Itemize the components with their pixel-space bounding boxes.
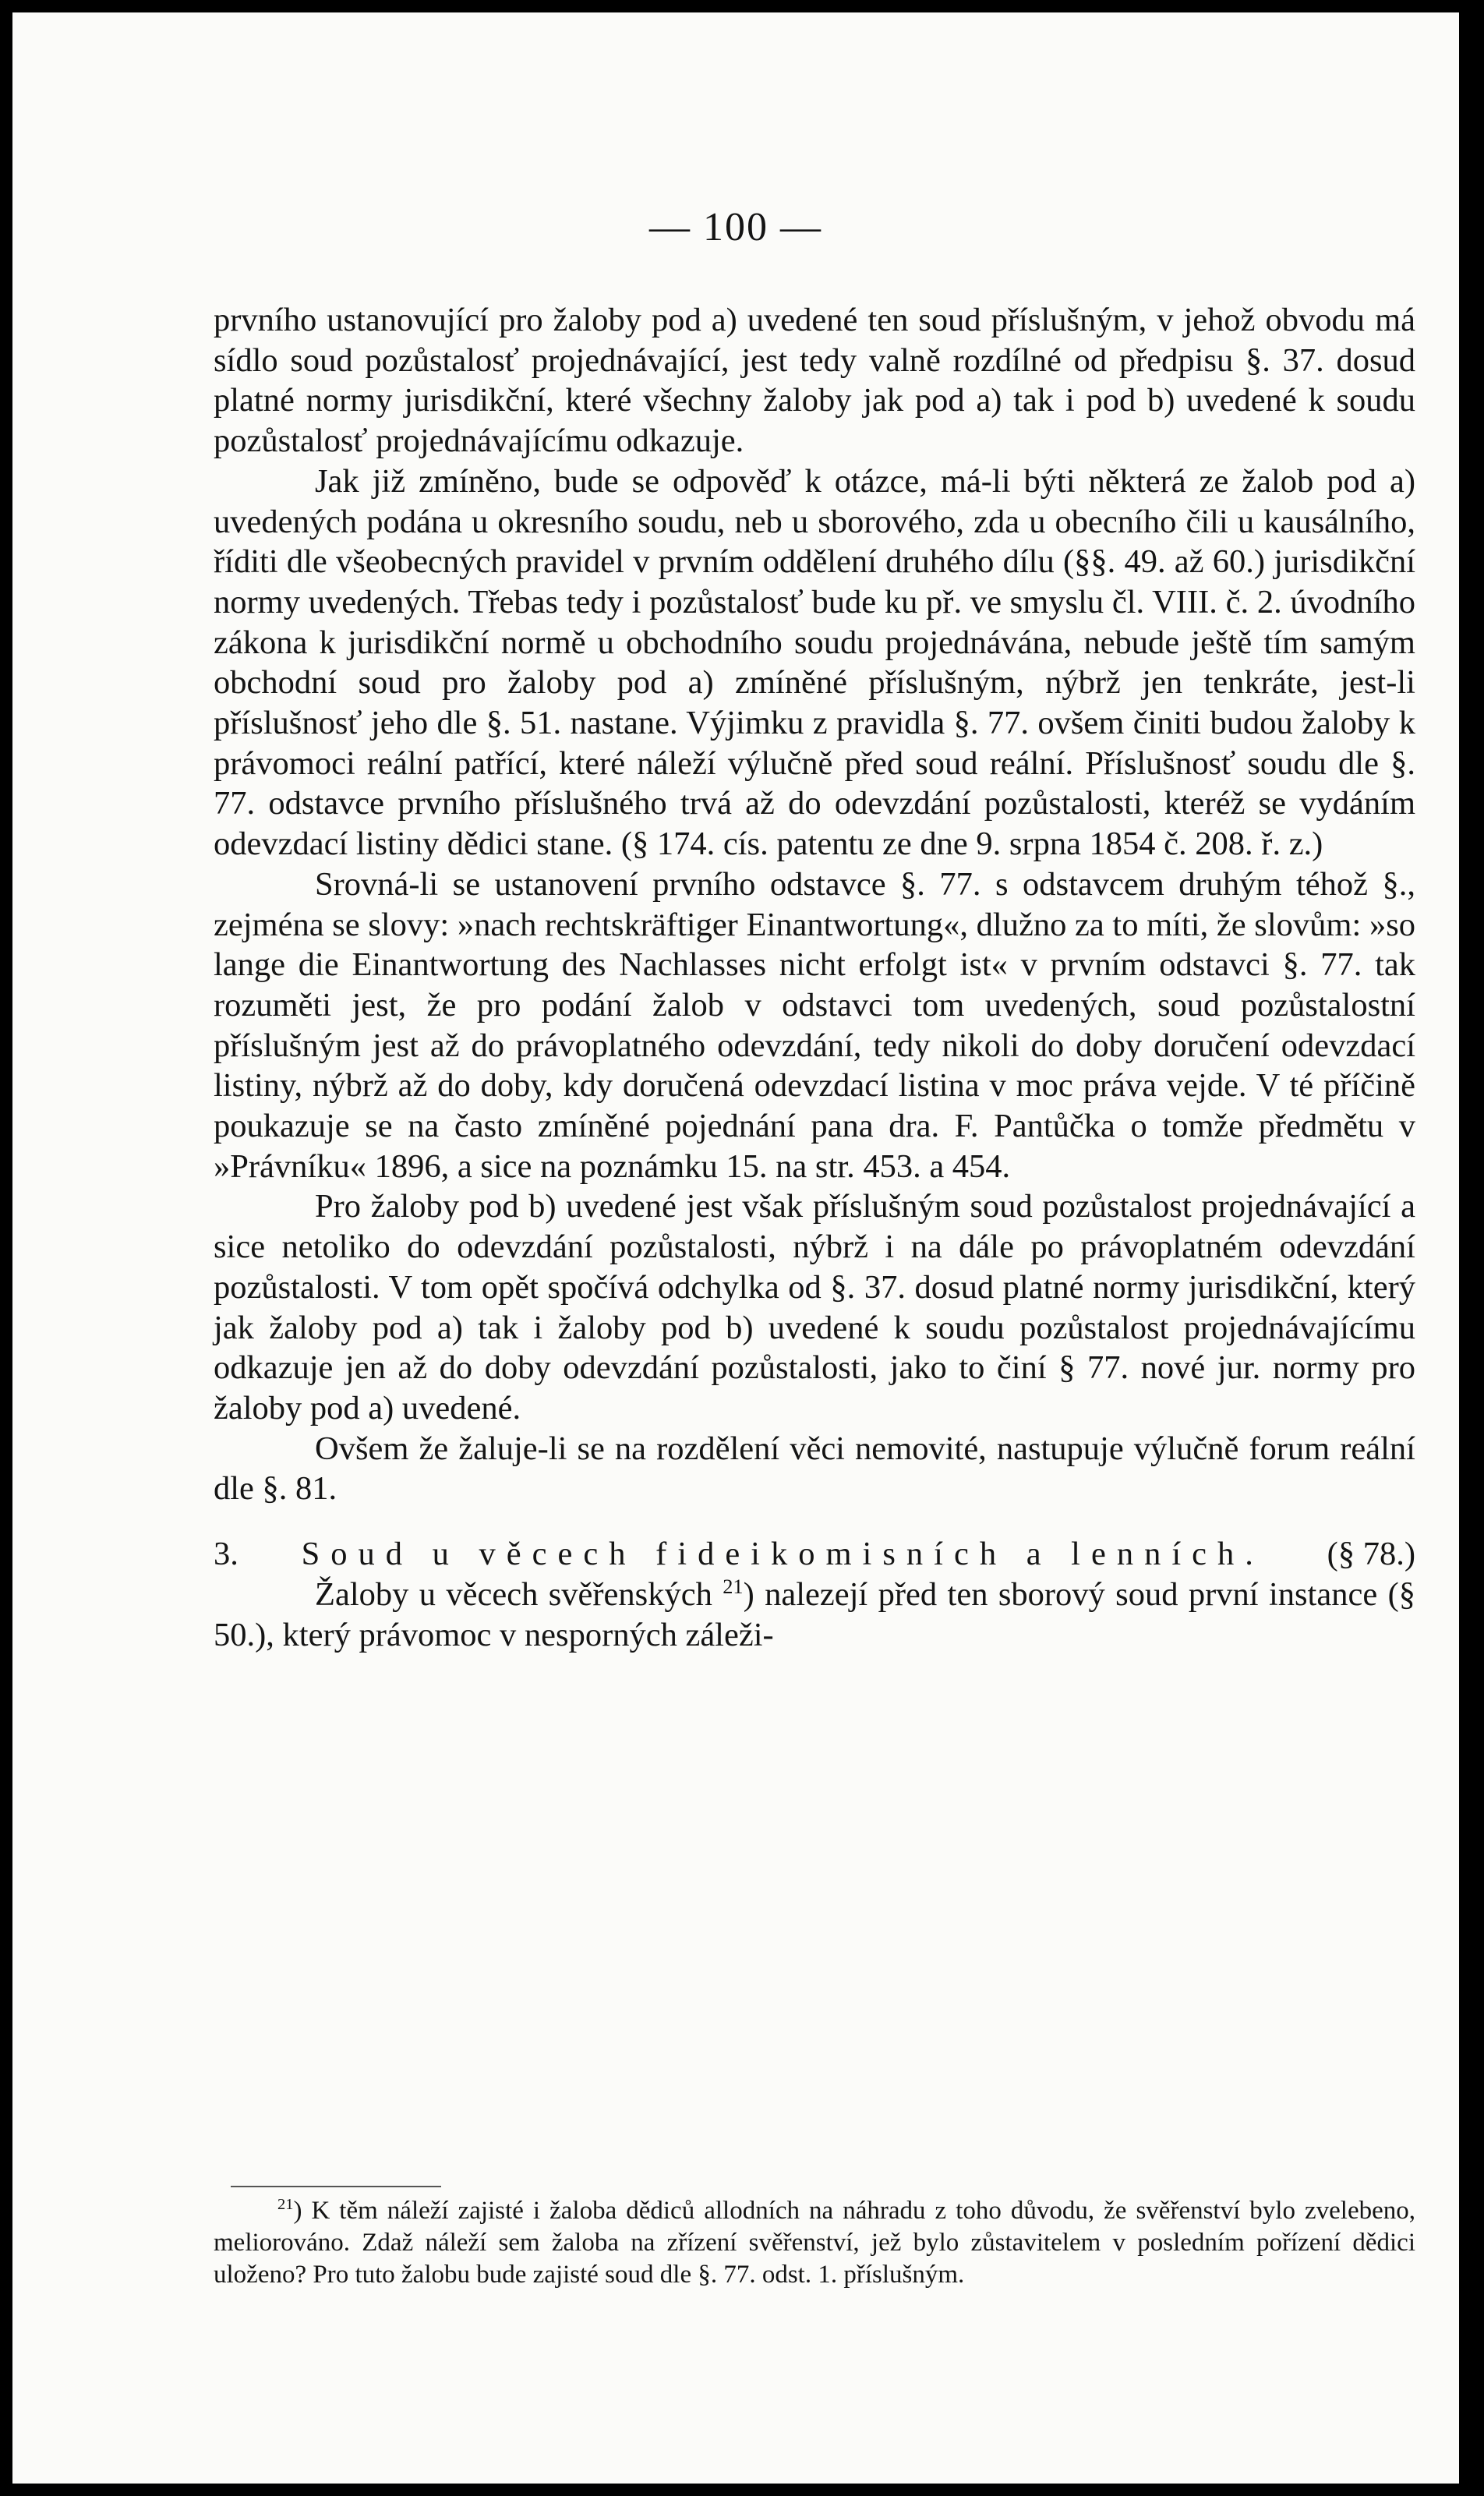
paragraph-5: Ovšem že žaluje-li se na rozdělení věci nemovité, nastupuje výlučně forum reální dle §. 81.	[214, 1430, 1415, 1508]
paragraph-6	[214, 1575, 1415, 1655]
footnote-divider	[231, 2186, 441, 2187]
main-text	[214, 300, 1415, 1655]
paragraph-4: Pro žaloby pod b) uvedené jest však příslušným soud pozůstalost projednávající a sice netoliko do odevzdání pozůstalosti, nýbrž i na dále po právoplatném odevzdání pozůstalosti. V tom opět spočívá odchylka od §. 37. dosud platné normy jurisdikční, který jak žaloby pod a) tak i žaloby pod b) uvedené k soudu pozůstalost projednávajícímu odkazuje jen až do doby odevzdání pozůstalosti, jako to činí § 77. nové jur. normy pro žaloby pod a) uvedené.	[214, 1188, 1415, 1427]
footnote-reference-21: 21	[723, 1575, 744, 1598]
footnote-21	[214, 2195, 1415, 2290]
section-title: Soud u věcech fideikomisních a lenních.	[301, 1536, 1264, 1573]
section-number: 3.	[214, 1536, 238, 1573]
paragraph-2: Jak již zmíněno, bude se odpověď k otázce, má-li býti některá ze žalob pod a) uvedených podána u okresního soudu, neb u sborového, zda u obecního čili u kausálního, říditi dle všeobecných pravidel v prvním oddělení druhého dílu (§§. 49. až 60.) jurisdikční normy uvedených. Třebas tedy i pozůstalosť bude ku př. ve smyslu čl. VIII. č. 2. úvodního zákona k jurisdikční normě u obchodního soudu projednávána, nebude ještě tím samým obchodní soud pro žaloby pod a) zmíněné příslušným, nýbrž jen tenkráte, jest-li příslušnosť jeho dle §. 51. nastane. Výjimku z pravidla §. 77. ovšem činiti budou žaloby k právomoci reální patřící, které náleží výlučně před soud reální. Příslušnosť soudu dle §. 77. odstavce prvního příslušného trvá až do odevzdání pozůstalosti, kteréž se vydáním odevzdací listiny dědici stane. (§ 174. cís. patentu ze dne 9. srpna 1854 č. 208. ř. z.)	[214, 462, 1415, 863]
paragraph-6-text-end: ) nalezejí před ten sborový soud první instance (§ 50.), který právomoc v nesporných záleži-	[214, 1575, 1415, 1653]
section-reference: (§ 78.)	[1327, 1536, 1415, 1573]
section-heading	[214, 1534, 1415, 1575]
footnote-mark: 21	[277, 2196, 294, 2213]
paragraph-1: prvního ustanovující pro žaloby pod a) uvedené ten soud příslušným, v jehož obvodu má sídlo soud pozůstalosť projednávající, jest tedy valně rozdílné od předpisu §. 37. dosud platné normy jurisdikční, které všechny žaloby jak pod a) tak i pod b) uvedené k soudu pozůstalosť projednávajícímu odkazuje.	[214, 302, 1415, 460]
paragraph-6-text-start: Žaloby u věcech svěřenských	[315, 1575, 712, 1613]
paragraph-3: Srovná-li se ustanovení prvního odstavce §. 77. s odstavcem druhým téhož §., zejména se slovy: »nach rechtskräftiger Einantwortung«, dlužno za to míti, že slovům: »so lange die Einantwortung des Nachlasses nicht erfolgt ist« v prvním odstavci §. 77. tak rozuměti jest, že pro podání žalob v odstavci tom uvedených, soud pozůstalostní příslušným jest až do právoplatného odevzdání, tedy nikoli do doby doručení odevzdací listiny, nýbrž až do doby, kdy doručená odevzdací listina v moc práva vejde. V té příčině poukazuje se na často zmíněné pojednání pana dra. F. Pantůčka o tomže předmětu v »Právníku« 1896, a sice na poznámku 15. na str. 453. a 454.	[214, 865, 1415, 1185]
page-number: — 100 —	[649, 205, 822, 249]
book-page	[12, 12, 1459, 2484]
footnotes	[214, 2195, 1415, 2290]
footnote-text: ) K těm náleží zajisté i žaloba dědiců allodních na náhradu z toho důvodu, že svěřenství bylo zvelebeno, meliorováno. Zdaž náleží sem žaloba na zřízení svěřenství, jež bylo zůstavitelem v posledním pořízení dědici uloženo? Pro tuto žalobu bude zajisté soud dle §. 77. odst. 1. příslušným.	[214, 2197, 1415, 2289]
